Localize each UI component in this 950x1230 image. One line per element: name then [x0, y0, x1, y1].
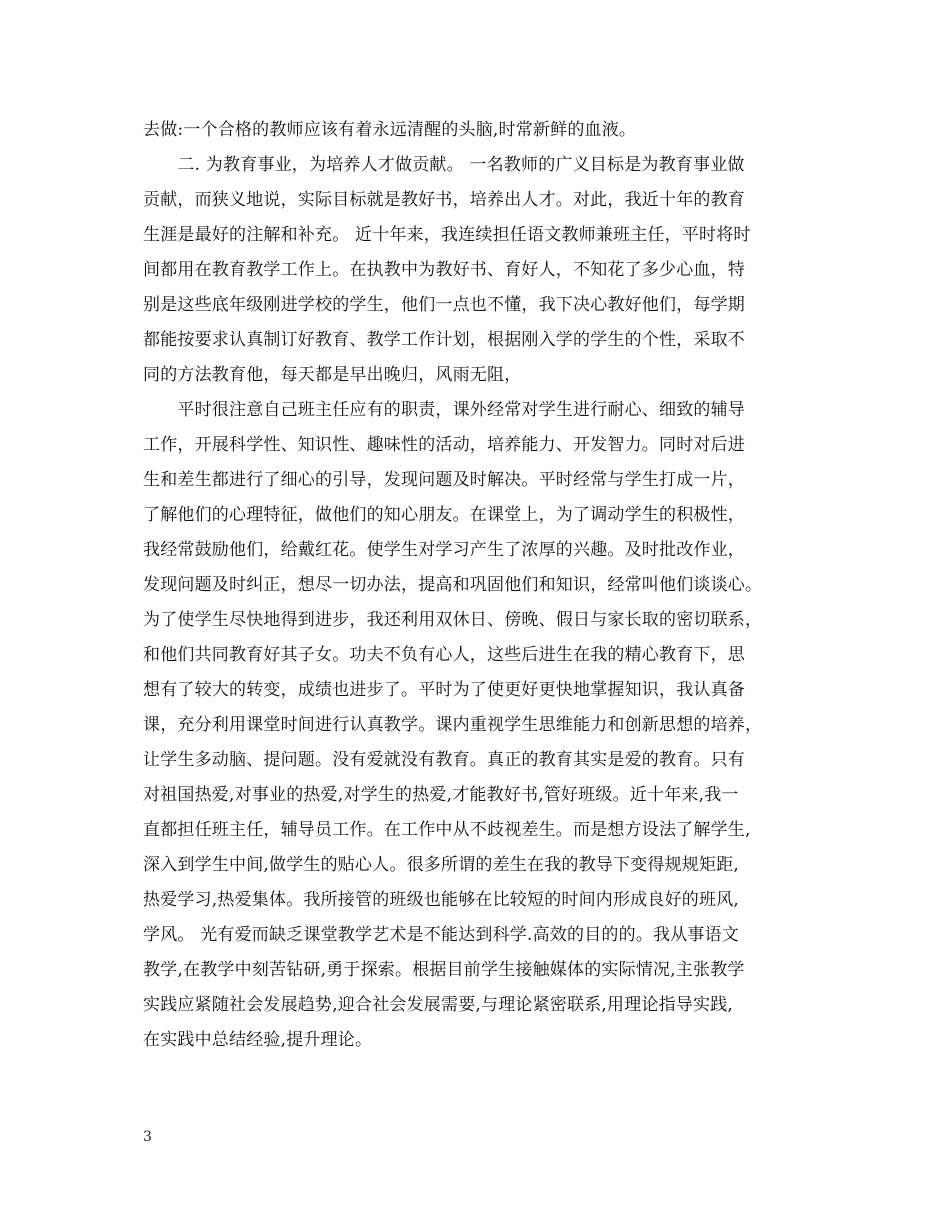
text-line: 生涯是最好的注解和补充。 近十年来，我连续担任语文教师兼班主任，平时将时	[143, 225, 751, 245]
text-line: 我经常鼓励他们，给戴红花。使学生对学习产生了浓厚的兴趣。及时批改作业，	[143, 540, 745, 560]
text-line: 在实践中总结经验,提升理论。	[143, 1030, 373, 1050]
text-line: 学风。 光有爱而缺乏课堂教学艺术是不能达到科学.高效的目的的。我从事语文	[143, 925, 740, 945]
text-line: 别是这些底年级刚进学校的学生，他们一点也不懂，我下决心教好他们，每学期	[143, 295, 745, 315]
text-line: 想有了较大的转变，成绩也进步了。平时为了使更好更快地掌握知识，我认真备	[143, 680, 745, 700]
text-line: 实践应紧随社会发展趋势,迎合社会发展需要,与理论紧密联系,用理论指导实践,	[143, 995, 734, 1015]
text-line: 二. 为教育事业，为培养人才做贡献。 一名教师的广义目标是为教育事业做	[143, 155, 745, 175]
body-text	[143, 113, 833, 1058]
text-line: 发现问题及时纠正，想尽一切办法，提高和巩固他们和知识，经常叫他们谈谈心。	[143, 575, 763, 595]
text-line: 深入到学生中间,做学生的贴心人。很多所谓的差生在我的教导下变得规规矩距,	[143, 855, 740, 875]
text-line: 教学,在教学中刻苦钻研,勇于探索。根据目前学生接触媒体的实际情况,主张教学	[143, 960, 745, 980]
text-line: 去做:一个合格的教师应该有着永远清醒的头脑,时常新鲜的血液。	[143, 120, 637, 140]
text-line: 课，充分利用课堂时间进行认真教学。课内重视学生思维能力和创新思想的培养，	[143, 715, 763, 735]
text-line: 间都用在教育教学工作上。在执教中为教好书、育好人，不知花了多少心血，特	[143, 260, 745, 280]
text-line: 对祖国热爱,对事业的热爱,对学生的热爱,才能教好书,管好班级。近十年来,我一	[143, 785, 739, 805]
text-line: 为了使学生尽快地得到进步，我还利用双休日、傍晚、假日与家长取的密切联系，	[143, 610, 763, 630]
text-line: 工作，开展科学性、知识性、趣味性的活动，培养能力、开发智力。同时对后进	[143, 435, 745, 455]
text-line: 了解他们的心理特征，做他们的知心朋友。在课堂上，为了调动学生的积极性，	[143, 505, 745, 525]
text-line: 同的方法教育他，每天都是早出晚归，风雨无阻，	[143, 365, 522, 385]
text-line: 贡献，而狭义地说，实际目标就是教好书，培养出人才。对此，我近十年的教育	[143, 190, 745, 210]
text-line: 让学生多动脑、提问题。没有爱就没有教育。真正的教育其实是爱的教育。只有	[143, 750, 745, 770]
text-line: 平时很注意自己班主任应有的职责，课外经常对学生进行耐心、细致的辅导	[143, 400, 745, 420]
page-number: 3	[143, 1129, 152, 1145]
text-line: 都能按要求认真制订好教育、教学工作计划，根据刚入学的学生的个性，采取不	[143, 330, 745, 350]
text-line: 热爱学习,热爱集体。我所接管的班级也能够在比较短的时间内形成良好的班风,	[143, 890, 740, 910]
text-line: 生和差生都进行了细心的引导，发现问题及时解决。平时经常与学生打成一片，	[143, 470, 745, 490]
text-line: 直都担任班主任，辅导员工作。在工作中从不歧视差生。而是想方设法了解学生,	[143, 820, 751, 840]
text-line: 和他们共同教育好其子女。功夫不负有心人，这些后进生在我的精心教育下，思	[143, 645, 745, 665]
